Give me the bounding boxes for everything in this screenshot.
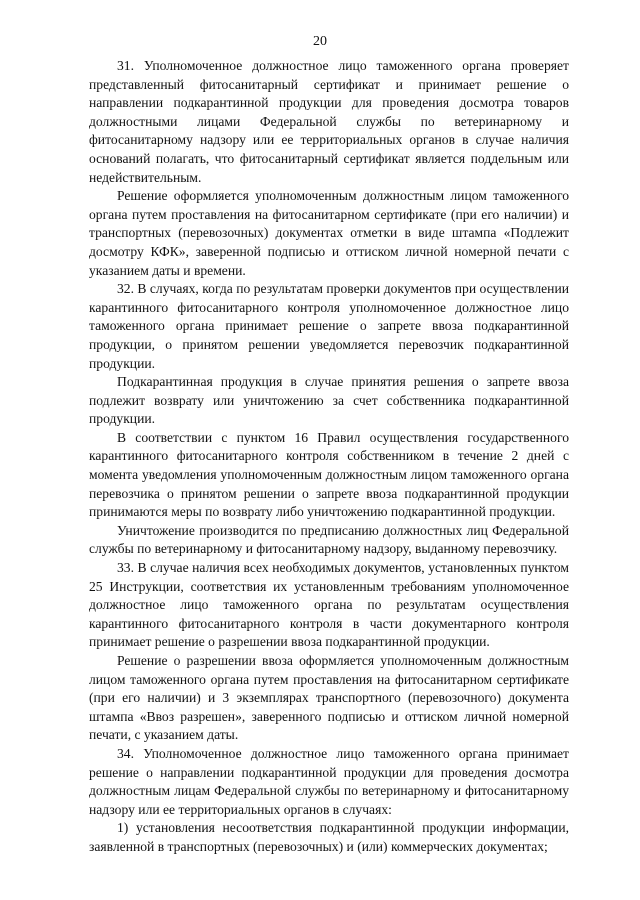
paragraph-33-decision: Решение о разрешении ввоза оформляется уполномоченным должностным лицом таможенного органа путем проставления на фитосанитарном сертификате (при его наличии) и 3 экземплярах транспортного (перевозочного) документа штампа «Ввоз разрешен», заверенного подписью и оттиском личной номерной печати, с указанием даты.: [89, 653, 569, 743]
paragraph-31: 31. Уполномоченное должностное лицо таможенного органа проверяет представленный фитосанитарный сертификат и принимает решение о направлении подкарантинной продукции для проведения досмотра товаров должностными лицами Федеральной службы по ветеринарному и фитосанитарному надзору или ее территориальных органов в случае наличия оснований полагать, что фитосанитарный сертификат является поддельным или недействительным.: [89, 58, 569, 185]
document-body: [89, 57, 569, 857]
page-number: 20: [313, 34, 327, 49]
paragraph-31-decision: Решение оформляется уполномоченным должностным лицом таможенного органа путем проставления на фитосанитарном сертификате (при его наличии) и транспортных (перевозочных) документах отметки в виде штампа «Подлежит досмотру КФК», заверенной подписью и оттиском личной номерной печати с указанием даты и времени.: [89, 188, 569, 278]
paragraph-32-return: Подкарантинная продукция в случае принятия решения о запрете ввоза подлежит возврату или уничтожению за счет собственника подкарантинной продукции.: [89, 374, 569, 427]
paragraph-34-item-1: 1) установления несоответствия подкарантинной продукции информации, заявленной в транспортных (перевозочных) и (или) коммерческих документах;: [89, 820, 569, 854]
paragraph-34: 34. Уполномоченное должностное лицо таможенного органа принимает решение о направлении подкарантинной продукции для проведения досмотра должностным лицам Федеральной службы по ветеринарному и фитосанитарному надзору или ее территориальных органов в случаях:: [89, 745, 569, 817]
paragraph-32: 32. В случаях, когда по результатам проверки документов при осуществлении карантинного фитосанитарного контроля уполномоченное должностное лицо таможенного органа принимает решение о запрете ввоза подкарантинной продукции, о принятом решении уведомляется перевозчик подкарантинной продукции.: [89, 281, 569, 371]
paragraph-33: 33. В случае наличия всех необходимых документов, установленных пунктом 25 Инструкции, соответствия их установленным требованиям уполномоченное должностное лицо таможенного органа по результатам осуществления карантинного фитосанитарного контроля в части документарного контроля принимает решение о разрешении ввоза подкарантинной продукции.: [89, 560, 569, 650]
paragraph-32-destruction: Уничтожение производится по предписанию должностных лиц Федеральной службы по ветеринарному и фитосанитарному надзору, выданному перевозчику.: [89, 522, 569, 557]
paragraph-32-rules: В соответствии с пунктом 16 Правил осуществления государственного карантинного фитосанитарного контроля собственником в течение 2 дней с момента уведомления уполномоченным должностным лицом таможенного органа перевозчика о принятом решении о запрете ввоза подкарантинной продукции принимаются меры по возврату либо уничтожению подкарантинной продукции.: [89, 429, 569, 520]
